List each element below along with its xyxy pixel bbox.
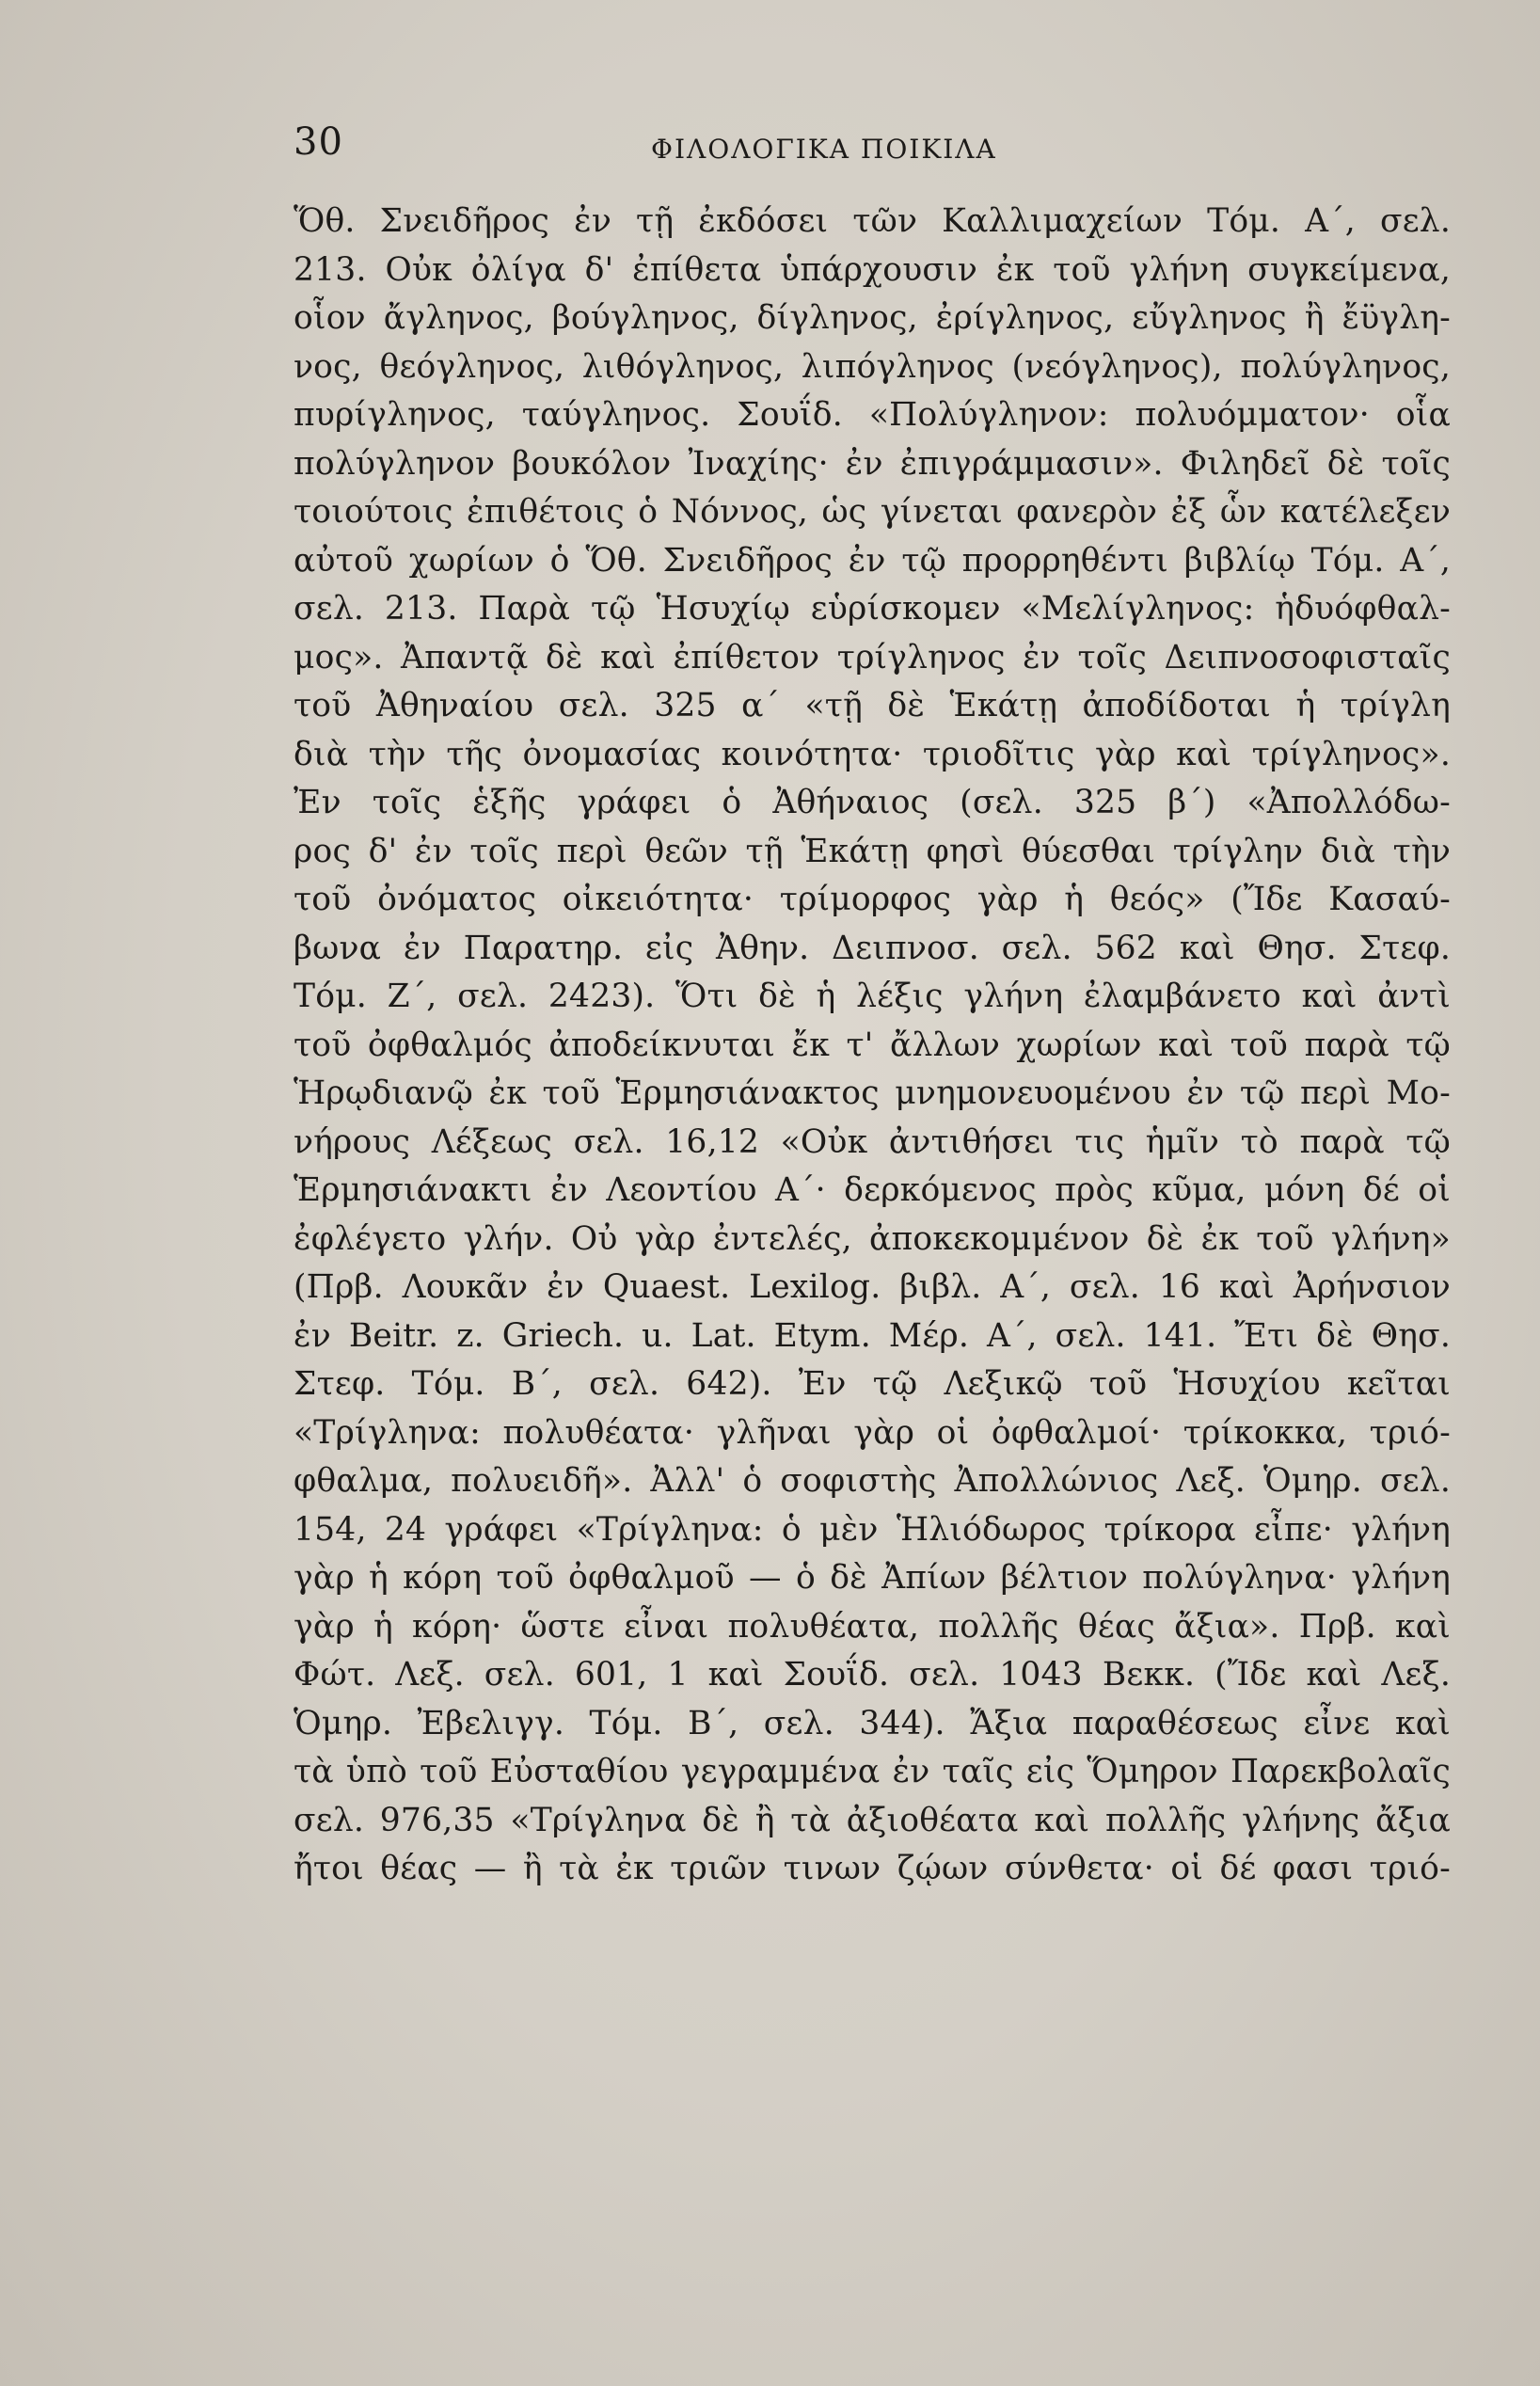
text-line: Ἡρῳδιανῷ ἐκ τοῦ Ἑρμησιάνακτος μνημονευομένου ἐν τῷ περὶ Μο- <box>294 1074 1451 1112</box>
text-line: ρος δ' ἐν τοῖς περὶ θεῶν τῇ Ἑκάτῃ φησὶ θύεσθαι τρίγλην διὰ τὴν <box>294 832 1451 870</box>
text-line: 154, 24 γράφει «Τρίγληνα: ὁ μὲν Ἡλιόδωρος τρίκορα εἶπε· γλήνη <box>294 1510 1451 1549</box>
text-line: μος». Ἀπαντᾷ δὲ καὶ ἐπίθετον τρίγληνος ἐν τοῖς Δειπνοσοφισταῖς <box>294 638 1451 676</box>
text-line: Τόμ. Ζ΄, σελ. 2423). Ὅτι δὲ ἡ λέξις γλήνη ἐλαμβάνετο καὶ ἀντὶ <box>294 978 1451 1015</box>
text-line: σελ. 213. Παρὰ τῷ Ἡσυχίῳ εὑρίσκομεν «Μελίγληνος: ἡδυόφθαλ- <box>294 590 1451 628</box>
text-line: πυρίγληνος, ταύγληνος. Σουΐδ. «Πολύγληνον: πολυόμματον· οἷα <box>294 396 1451 434</box>
text-line: νήρους Λέξεως σελ. 16,12 «Οὐκ ἀντιθήσει τις ἡμῖν τὸ παρὰ τῷ <box>294 1122 1451 1161</box>
text-line: γὰρ ἡ κόρη τοῦ ὀφθαλμοῦ — ὁ δὲ Ἀπίων βέλτιον πολύγληνα· γλήνη <box>294 1559 1451 1597</box>
text-line: Ἑρμησιάνακτι ἐν Λεοντίου Α΄· δερκόμενος πρὸς κῦμα, μόνη δέ οἱ <box>294 1171 1451 1209</box>
text-line: «Τρίγληνα: πολυθέατα· γλῆναι γὰρ οἱ ὀφθαλμοί· τρίκοκκα, τριό- <box>294 1413 1451 1452</box>
running-title: ΦΙΛΟΛΟΓΙΚΑ ΠΟΙΚΙΛΑ <box>651 134 997 165</box>
text-line: τὰ ὑπὸ τοῦ Εὐσταθίου γεγραμμένα ἐν ταῖς εἰς Ὅμηρον Παρεκβολαῖς <box>294 1753 1451 1790</box>
text-line: διὰ τὴν τῆς ὀνομασίας κοινότητα· τριοδῖτις γὰρ καὶ τρίγληνος». <box>294 735 1451 773</box>
text-line: ἤτοι θέας — ἢ τὰ ἐκ τριῶν τινων ζῴων σύνθετα· οἱ δέ φασι τριό- <box>294 1850 1451 1887</box>
text-line: πολύγληνον βουκόλον Ἰναχίης· ἐν ἐπιγράμμασιν». Φιληδεῖ δὲ τοῖς <box>294 444 1451 483</box>
text-line: τοῦ ὀφθαλμός ἀποδείκνυται ἔκ τ' ἄλλων χωρίων καὶ τοῦ παρὰ τῷ <box>294 1026 1451 1064</box>
text-line: βωνα ἐν Παρατηρ. εἰς Ἀθην. Δειπνοσ. σελ. 562 καὶ Θησ. Στεφ. <box>294 929 1451 967</box>
text-line: Στεφ. Τόμ. Β΄, σελ. 642). Ἐν τῷ Λεξικῷ τοῦ Ἡσυχίου κεῖται <box>294 1365 1451 1403</box>
page-number: 30 <box>294 120 343 164</box>
text-line: φθαλμα, πολυειδῆ». Ἀλλ' ὁ σοφιστὴς Ἀπολλώνιος Λεξ. Ὁμηρ. σελ. <box>294 1462 1451 1500</box>
text-line: οἷον ἄγληνος, βούγληνος, δίγληνος, ἐρίγληνος, εὔγληνος ἢ ἔϋγλη- <box>294 299 1451 337</box>
text-line: τοῦ ὀνόματος οἰκειότητα· τρίμορφος γὰρ ἡ θεός» (Ἴδε Κασαύ- <box>294 881 1451 918</box>
text-line: αὐτοῦ χωρίων ὁ Ὅθ. Σνειδῆρος ἐν τῷ προρρηθέντι βιβλίῳ Τόμ. Α΄, <box>294 541 1451 580</box>
text-line: τοῦ Ἀθηναίου σελ. 325 α΄ «τῇ δὲ Ἑκάτῃ ἀποδίδοται ἡ τρίγλη <box>294 687 1451 724</box>
body-text <box>294 198 1451 1894</box>
text-line: Ὁμηρ. Ἐβελιγγ. Τόμ. Β΄, σελ. 344). Ἄξια παραθέσεως εἶνε καὶ <box>294 1704 1451 1742</box>
text-line: ἐφλέγετο γλήν. Οὐ γὰρ ἐντελές, ἀποκεκομμένον δὲ ἐκ τοῦ γλήνη» <box>294 1219 1451 1258</box>
text-line: νος, θεόγληνος, λιθόγληνος, λιπόγληνος (νεόγληνος), πολύγληνος, <box>294 347 1451 386</box>
text-line: γὰρ ἡ κόρη· ὥστε εἶναι πολυθέατα, πολλῆς θέας ἄξια». Πρβ. καὶ <box>294 1607 1451 1646</box>
text-line: ἐν Beitr. z. Griech. u. Lat. Etym. Μέρ. Α΄, σελ. 141. Ἔτι δὲ Θησ. <box>294 1316 1451 1355</box>
text-line: τοιούτοις ἐπιθέτοις ὁ Νόννος, ὡς γίνεται φανερὸν ἐξ ὧν κατέλεξεν <box>294 493 1451 531</box>
text-line: Φώτ. Λεξ. σελ. 601, 1 καὶ Σουΐδ. σελ. 1043 Βεκκ. (Ἴδε καὶ Λεξ. <box>294 1656 1451 1694</box>
text-line: σελ. 976,35 «Τρίγληνα δὲ ἢ τὰ ἀξιοθέατα καὶ πολλῆς γλήνης ἄξια <box>294 1801 1451 1839</box>
text-line: (Πρβ. Λουκᾶν ἐν Quaest. Lexilog. βιβλ. Α΄, σελ. 16 καὶ Ἀρήνσιον <box>294 1268 1451 1306</box>
text-line: Ὅθ. Σνειδῆρος ἐν τῇ ἐκδόσει τῶν Καλλιμαχείων Τόμ. Α΄, σελ. <box>294 202 1451 240</box>
text-line: Ἐν τοῖς ἑξῆς γράφει ὁ Ἀθήναιος (σελ. 325 β΄) «Ἀπολλόδω- <box>294 784 1451 821</box>
text-line: 213. Οὐκ ὀλίγα δ' ἐπίθετα ὑπάρχουσιν ἐκ τοῦ γλήνη συγκείμενα, <box>294 250 1451 289</box>
page-header <box>294 120 1451 177</box>
